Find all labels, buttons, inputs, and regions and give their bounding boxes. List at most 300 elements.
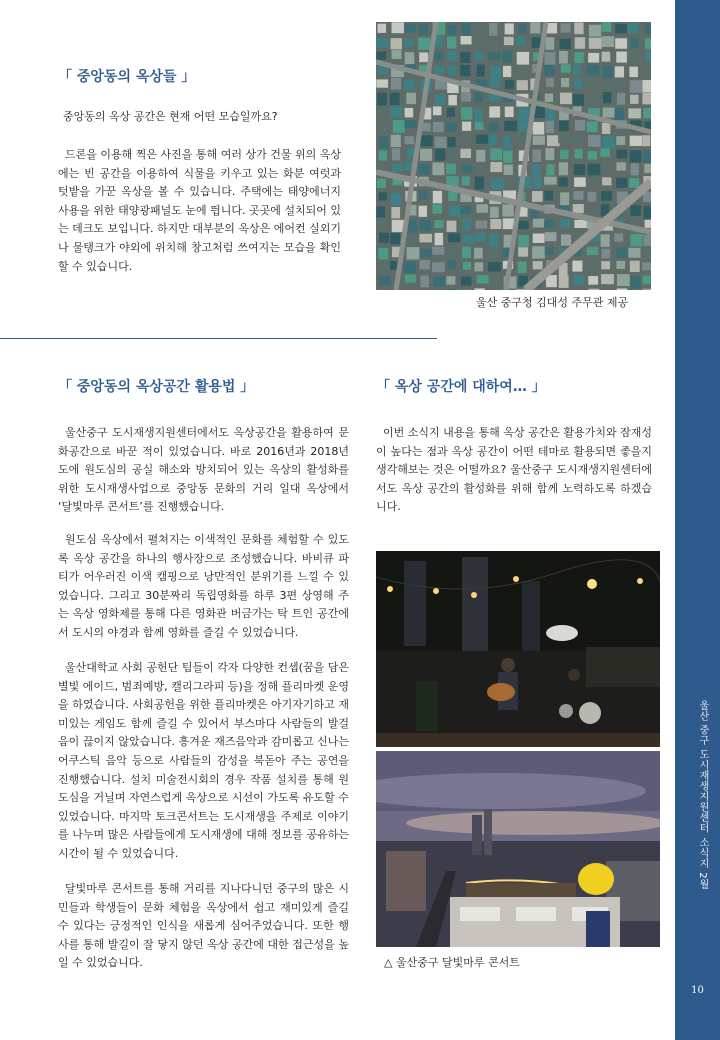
rooftop-block [477, 275, 489, 283]
rooftop-block [630, 150, 642, 162]
rooftop-block [488, 52, 500, 60]
rooftop-block [616, 178, 627, 188]
rooftop-block [435, 94, 446, 105]
intro-question: 중앙동의 옥상 공간은 현재 어떤 모습일까요? [63, 110, 278, 123]
rooftop-block [488, 262, 501, 271]
rooftop-block [419, 190, 427, 200]
rooftop-block [379, 150, 387, 160]
rooftop-block [435, 233, 444, 245]
rooftop-block [420, 276, 429, 288]
rooftop-block [530, 22, 540, 33]
rooftop-block [589, 25, 601, 37]
rooftop-block [490, 148, 502, 160]
rooftop-block [446, 163, 456, 174]
rooftop-block [379, 192, 387, 200]
rooftop-block [615, 24, 627, 33]
concert-night-photo [376, 551, 660, 747]
newsletter-title-vertical: 울산 중구 도시재생지원센터 소식지 2월 [697, 700, 708, 890]
rooftop-block [489, 23, 497, 36]
rooftop-block [517, 80, 528, 90]
rooftop-block [420, 149, 432, 161]
rooftop-block [446, 276, 455, 284]
rooftop-block [462, 134, 470, 145]
rooftop-block [629, 67, 638, 77]
rooftop-block [588, 93, 600, 105]
rooftop-block [476, 204, 488, 213]
rooftop-block [475, 220, 487, 228]
rooftop-block [643, 108, 651, 118]
rooftop-block [377, 52, 387, 60]
paragraph-flea-market: 울산대학교 사회 공헌단 팀들이 각자 다양한 컨셉(꿈을 담은 별빛 에이드, 범죄예방, 캘리그라피 등)을 정해 플리마켓 운영을 하였습니다. 사회공헌을 위한 플리마켓은 아기자기하고 재미있는 게임도 함께 즐길 수 있어서 부스마다 사람들의 발걸음이 끊이지 않았습니다. 흥겨운 재즈음악과 감미롭고 신나는 어쿠스틱 음악 등으로 사람들의 감성을 북돋아 주는 공연을 진행했습니다. 설치 미술전시회의 경우 작품 설치를 통해 원도심을 거닐며 자연스럽게 옥상으로 시선이 가도록 유도할 수 있었습니다. 마지막 토크콘서트는 도시재생을 주제로 이야기를 나누며 많은 사람들에게 도시재생에 대해 정보를 공유하는 시간이 될 수 있었습니다. [58, 661, 349, 860]
rooftop-block [432, 262, 445, 272]
rooftop-block [630, 234, 642, 247]
rooftop-block [603, 66, 613, 78]
rooftop-block [447, 221, 457, 232]
paragraph-outcomes: 달빛마루 콘서트를 통해 거리를 지나다니던 중구의 많은 시민들과 학생들이 문화 체험을 옥상에서 쉽고 재미있게 즐길 수 있다는 긍정적인 인식을 새롭게 심어주었습니다. 또한 행사를 통해 발길이 잘 닿지 않던 옥상 공간에 대한 접근성을 높일 수 있었습니다. [58, 882, 349, 970]
rooftop-block [503, 136, 511, 148]
rooftop-block [377, 93, 387, 106]
rooftop-block [476, 165, 487, 175]
rooftop-block [574, 22, 583, 34]
rooftop-block [461, 277, 472, 286]
rooftop-block [645, 23, 651, 34]
rooftop-block [643, 66, 651, 75]
rooftop-block [546, 109, 555, 121]
rooftop-block [603, 79, 615, 90]
rooftop-block [505, 80, 514, 89]
rooftop-block [559, 275, 569, 288]
rooftop-block [446, 122, 456, 131]
rooftop-block [588, 164, 601, 176]
rooftop-block [489, 38, 499, 51]
rooftop-block [560, 150, 568, 159]
rooftop-block [558, 134, 571, 143]
rooftop-block [474, 248, 483, 259]
rooftop-block [475, 24, 485, 33]
rooftop-block [630, 261, 640, 272]
rooftop-block [575, 149, 583, 159]
rooftop-block [544, 177, 557, 185]
rooftop-block [533, 219, 545, 228]
rooftop-block [560, 219, 570, 228]
rooftop-block [559, 51, 568, 64]
rooftop-block [488, 135, 497, 146]
rooftop-block [533, 261, 543, 269]
rooftop-block [405, 275, 416, 283]
rooftop-block [575, 37, 585, 49]
rooftop-block [616, 162, 626, 170]
rooftop-block [474, 262, 483, 271]
rooftop-block [600, 149, 610, 157]
rooftop-block [601, 274, 614, 284]
rooftop-block [572, 261, 582, 272]
rooftop-block [489, 123, 499, 132]
rooftop-block [518, 24, 527, 33]
rooftop-block [447, 37, 456, 49]
rooftop-block [435, 52, 443, 61]
rooftop-block [475, 122, 484, 130]
page-number: 10 [691, 985, 704, 996]
rooftop-block [517, 67, 528, 76]
rooftop-block [574, 164, 585, 175]
rooftop-block [628, 248, 640, 258]
aerial-photo-caption: 울산 중구청 김대성 주무관 제공 [476, 296, 629, 309]
rooftop-block [474, 37, 484, 45]
rooftop-block [447, 65, 455, 76]
rooftop-block [574, 52, 583, 63]
rooftop-block [643, 289, 651, 290]
rooftop-block [602, 249, 611, 258]
rooftop-block [545, 232, 556, 241]
rooftop-block [460, 65, 470, 76]
rooftop-block [602, 52, 611, 62]
rooftop-block [419, 24, 428, 35]
rooftop-block [477, 65, 485, 77]
rooftop-block [491, 66, 502, 79]
rooftop-block [588, 276, 598, 285]
rooftop-block [447, 51, 458, 61]
rooftop-block [630, 205, 640, 216]
rooftop-block [421, 249, 432, 258]
rooftop-block [474, 51, 483, 61]
rooftop-block [614, 233, 623, 241]
rooftop-block [390, 38, 401, 49]
rooftop-block [546, 37, 555, 49]
rooftop-block [588, 151, 597, 160]
rooftop-block [405, 38, 414, 46]
rooftop-block [589, 38, 602, 49]
rooftop-block [490, 219, 501, 229]
rooftop-block [645, 38, 651, 49]
rooftop-block [587, 177, 596, 185]
rooftop-block [460, 149, 471, 158]
rooftop-block [546, 78, 554, 87]
rooftop-block [574, 274, 584, 285]
rooftop-block [602, 123, 610, 134]
rooftop-block [533, 234, 545, 243]
rooftop-block [433, 276, 444, 286]
rooftop-block [421, 135, 433, 146]
rooftop-block [405, 108, 414, 118]
rooftop-block [419, 52, 428, 62]
rooftop-block [474, 288, 484, 290]
rooftop-block [644, 248, 651, 260]
rooftop-block [602, 22, 612, 32]
rooftop-block [377, 108, 388, 116]
rooftop-block [460, 206, 471, 214]
rooftop-block [533, 177, 542, 189]
rooftop-block [447, 246, 455, 258]
rooftop-block [560, 93, 572, 105]
rooftop-block [587, 78, 598, 90]
rooftop-block [433, 106, 442, 115]
rooftop-block [377, 24, 386, 33]
rooftop-block [392, 50, 402, 59]
rooftop-block [474, 109, 482, 121]
rooftop-block [630, 136, 642, 146]
rooftop-block [462, 218, 471, 230]
concert-night-image [376, 551, 660, 747]
section-heading-about-rooftops: 「 옥상 공간에 대하여… 」 [376, 379, 546, 395]
rooftop-block [377, 179, 386, 188]
rooftop-block [642, 135, 650, 146]
rooftop-block [379, 233, 389, 243]
rooftop-block [504, 165, 513, 175]
rooftop-block [503, 178, 512, 186]
rooftop-block [419, 164, 430, 174]
rooftop-block [547, 23, 557, 33]
rooftop-block [419, 234, 432, 243]
rooftop-block [617, 288, 627, 290]
rooftop-block [390, 106, 402, 117]
rooftop-block [379, 276, 390, 286]
rooftop-block [405, 24, 416, 32]
rooftop-block [574, 177, 586, 187]
rooftop-block [461, 107, 472, 119]
rooftop-block [391, 135, 401, 147]
rooftop-block [602, 136, 615, 149]
rooftop-block [601, 261, 610, 269]
rooftop-block [447, 108, 455, 117]
rooftop-block [533, 136, 545, 145]
rooftop-block [447, 25, 456, 35]
rooftop-block [376, 207, 385, 218]
rooftop-block [532, 150, 541, 162]
rooftop-block [518, 247, 528, 256]
rooftop-block [561, 64, 571, 72]
rooftop-block [405, 234, 417, 246]
rooftop-block [615, 38, 627, 49]
rooftop-block [589, 289, 600, 290]
rooftop-block [447, 148, 459, 161]
rooftop-block [518, 108, 530, 119]
rooftop-block [560, 192, 569, 205]
rooftop-block [601, 234, 610, 246]
rooftop-block [474, 92, 483, 101]
rooftop-block [448, 95, 457, 105]
rooftop-block [489, 78, 500, 87]
rooftop-block [404, 136, 414, 144]
rooftop-block [559, 121, 569, 132]
rooftop-block [516, 36, 525, 46]
rooftop-block [419, 260, 430, 270]
rooftop-block [617, 93, 625, 105]
rooftop-block [645, 220, 651, 228]
rooftop-block [432, 247, 444, 255]
rooftop-block [390, 93, 400, 105]
rooftop-block [617, 150, 628, 159]
rooftop-block [475, 177, 484, 190]
section-divider [0, 338, 437, 339]
rooftop-block [404, 79, 414, 90]
rooftop-block [405, 52, 415, 65]
rooftop-block [462, 165, 472, 174]
rooftop-block [462, 247, 471, 259]
rooftop-block [588, 135, 600, 147]
rooftop-block [392, 22, 404, 33]
rooftop-block [603, 92, 611, 103]
closing-paragraph: 이번 소식지 내용을 통해 옥상 공간은 활용가치와 잠재성이 높다는 점과 옥상 공간이 어떤 테마로 활용되면 좋을지 생각해보는 것은 어떨까요? 울산중구 도시재생지원센터에서도 옥상 공간의 활성화를 위해 함께 노력하도록 하겠습니다. [376, 426, 652, 514]
rooftop-block [476, 135, 489, 144]
rooftop-block [631, 277, 641, 289]
section-heading-rooftop-use: 「 중앙동의 옥상공간 활용법 」 [58, 379, 255, 395]
rooftop-block [435, 137, 447, 149]
rooftop-block [461, 92, 471, 101]
rooftop-block [418, 38, 430, 50]
rooftop-block [460, 52, 470, 63]
rooftop-block [504, 121, 517, 131]
rooftop-block [504, 37, 514, 45]
rooftop-block [601, 164, 610, 173]
rooftop-block [630, 80, 643, 92]
rooftop-block [643, 276, 651, 284]
rooftop-block [434, 220, 443, 228]
rooftop-block [532, 191, 543, 202]
rooftop-block [558, 177, 567, 186]
rooftop-block [616, 136, 625, 145]
rooftop-block [447, 260, 456, 269]
rooftop-block [462, 177, 470, 186]
rooftop-block [601, 191, 612, 201]
rooftop-block [378, 248, 388, 259]
rooftop-description: 드론을 이용해 찍은 사진을 통해 여러 상가 건물 위의 옥상에는 빈 공간을 이용하여 식물을 키우고 있는 화분 여럿과 텃밭을 가꾼 옥상을 볼 수 있습니다. 주택에는 태양에너지 사용을 위한 태양광패널도 눈에 띕니다. 곳곳에 설치되어 있는 데크도 보입니다. 하지만 대부분의 옥상은 에어컨 실외기나 물탱크가 야외에 위치해 창고처럼 쓰여지는 모습을 확인할 수 있습니다. [58, 148, 341, 273]
rooftop-block [615, 66, 624, 77]
rooftop-block [392, 163, 403, 171]
rooftop-block [631, 38, 639, 48]
rooftop-block [559, 162, 568, 175]
rooftop-block [434, 66, 444, 74]
rooftop-block [517, 52, 529, 65]
rooftop-block [391, 78, 401, 90]
rooftop-block [475, 232, 485, 241]
rooftop-block [433, 122, 444, 132]
rooftop-block [603, 108, 615, 118]
rooftop-block [489, 106, 500, 117]
rooftop-block [628, 23, 639, 33]
rooftop-block [586, 263, 594, 272]
rooftop-block [644, 206, 651, 219]
rooftop-block [561, 23, 571, 32]
rooftop-block [574, 220, 587, 228]
rooftop-block [546, 121, 555, 133]
rooftop-block [502, 204, 513, 216]
rooftop-block [532, 246, 545, 258]
rooftop-block [505, 23, 514, 34]
rooftop-block [628, 50, 638, 63]
rooftop-block [587, 207, 595, 215]
rooftop-block [404, 120, 416, 128]
rooftop-block [616, 247, 627, 257]
rooftop-block [489, 234, 499, 247]
rooftop-block [489, 247, 499, 257]
rooftop-block [532, 164, 541, 176]
rooftop-block [561, 78, 569, 87]
rooftop-block [629, 178, 639, 188]
rooftop-block [545, 93, 553, 102]
rooftop-block [379, 136, 389, 148]
rooftop-block [533, 122, 545, 135]
rooftop-block [544, 190, 553, 200]
rooftop-block [518, 221, 528, 229]
section-heading-rooftops: 「 중앙동의 옥상들 」 [58, 69, 196, 85]
rooftop-block [448, 137, 456, 147]
concert-dusk-image [376, 751, 660, 947]
rooftop-block [376, 38, 388, 47]
rooftop-block [642, 92, 651, 104]
drone-aerial-image [376, 22, 651, 290]
rooftop-block [420, 220, 432, 231]
rooftop-block [644, 164, 651, 173]
rooftop-block [544, 220, 555, 228]
rooftop-block [448, 191, 457, 201]
rooftop-block [546, 164, 554, 175]
rooftop-block [586, 121, 597, 132]
rooftop-block [390, 233, 400, 244]
rooftop-block [432, 204, 442, 213]
rooftop-block [393, 120, 405, 133]
rooftop-block [587, 65, 599, 75]
rooftop-block [462, 23, 471, 36]
rooftop-block [377, 219, 387, 227]
rooftop-block [490, 162, 502, 172]
rooftop-block [616, 52, 627, 63]
rooftop-block [419, 206, 427, 217]
rooftop-block [601, 36, 614, 47]
rooftop-block [407, 247, 420, 259]
rooftop-block [643, 150, 651, 163]
rooftop-block [575, 120, 585, 131]
drone-aerial-photo [376, 22, 651, 290]
concert-photo-caption: △ 울산중구 달빛마루 콘서트 [384, 956, 520, 969]
paragraph-event-space: 원도심 옥상에서 펼쳐지는 이색적인 문화를 체험할 수 있도록 옥상 공간을 하나의 행사장으로 조성했습니다. 바비큐 파티가 어우러진 이색 캠핑으로 낭만적인 분위기를 느낄 수 있었습니다. 그리고 30분짜리 독립영화를 하루 3편 상영해 주는 옥상 영화제를 통해 다른 영화관 버금가는 탁 트인 공간에서 도시의 야경과 함께 영화를 즐길 수 있었습니다. [58, 533, 349, 639]
rooftop-block [544, 65, 554, 76]
rooftop-block [617, 274, 630, 286]
rooftop-block [615, 109, 624, 121]
rooftop-block [392, 148, 400, 160]
rooftop-block [573, 94, 584, 106]
rooftop-block [631, 163, 639, 175]
rooftop-block [588, 192, 597, 202]
rooftop-block [547, 135, 560, 146]
rooftop-block [433, 191, 442, 204]
rooftop-block [630, 95, 638, 104]
rooftop-block [587, 247, 599, 255]
rooftop-block [505, 107, 514, 118]
rooftop-block [561, 234, 571, 245]
rooftop-block [588, 53, 599, 63]
rooftop-block [503, 51, 512, 63]
rooftop-block [503, 150, 512, 163]
rooftop-block [573, 204, 584, 213]
paragraph-concert-intro: 울산중구 도시재생지원센터에서도 옥상공간을 활용하여 문화공간으로 바꾼 적이 있었습니다. 바로 2016년과 2018년도에 원도심의 공실 해소와 방치되어 있는 옥상의 활성화를 위한 도시재생사업으로 중앙동 문화의 거리 일대 옥상에서 ‘달빛마루 콘서트’를 진행했습니다. [58, 426, 349, 514]
rooftop-block [518, 261, 527, 273]
rooftop-block [447, 289, 456, 290]
rooftop-block [377, 121, 387, 134]
rooftop-block [391, 207, 400, 218]
rooftop-block [643, 235, 651, 246]
rooftop-block [463, 234, 475, 243]
rooftop-block [378, 261, 390, 273]
rooftop-block [476, 150, 485, 162]
rooftop-block [435, 148, 445, 160]
rooftop-block [490, 207, 499, 218]
rooftop-block [491, 178, 504, 189]
rooftop-block [503, 66, 511, 77]
rooftop-block [616, 261, 625, 269]
rooftop-block [448, 233, 460, 242]
rooftop-block [574, 78, 583, 88]
rooftop-block [404, 261, 416, 273]
